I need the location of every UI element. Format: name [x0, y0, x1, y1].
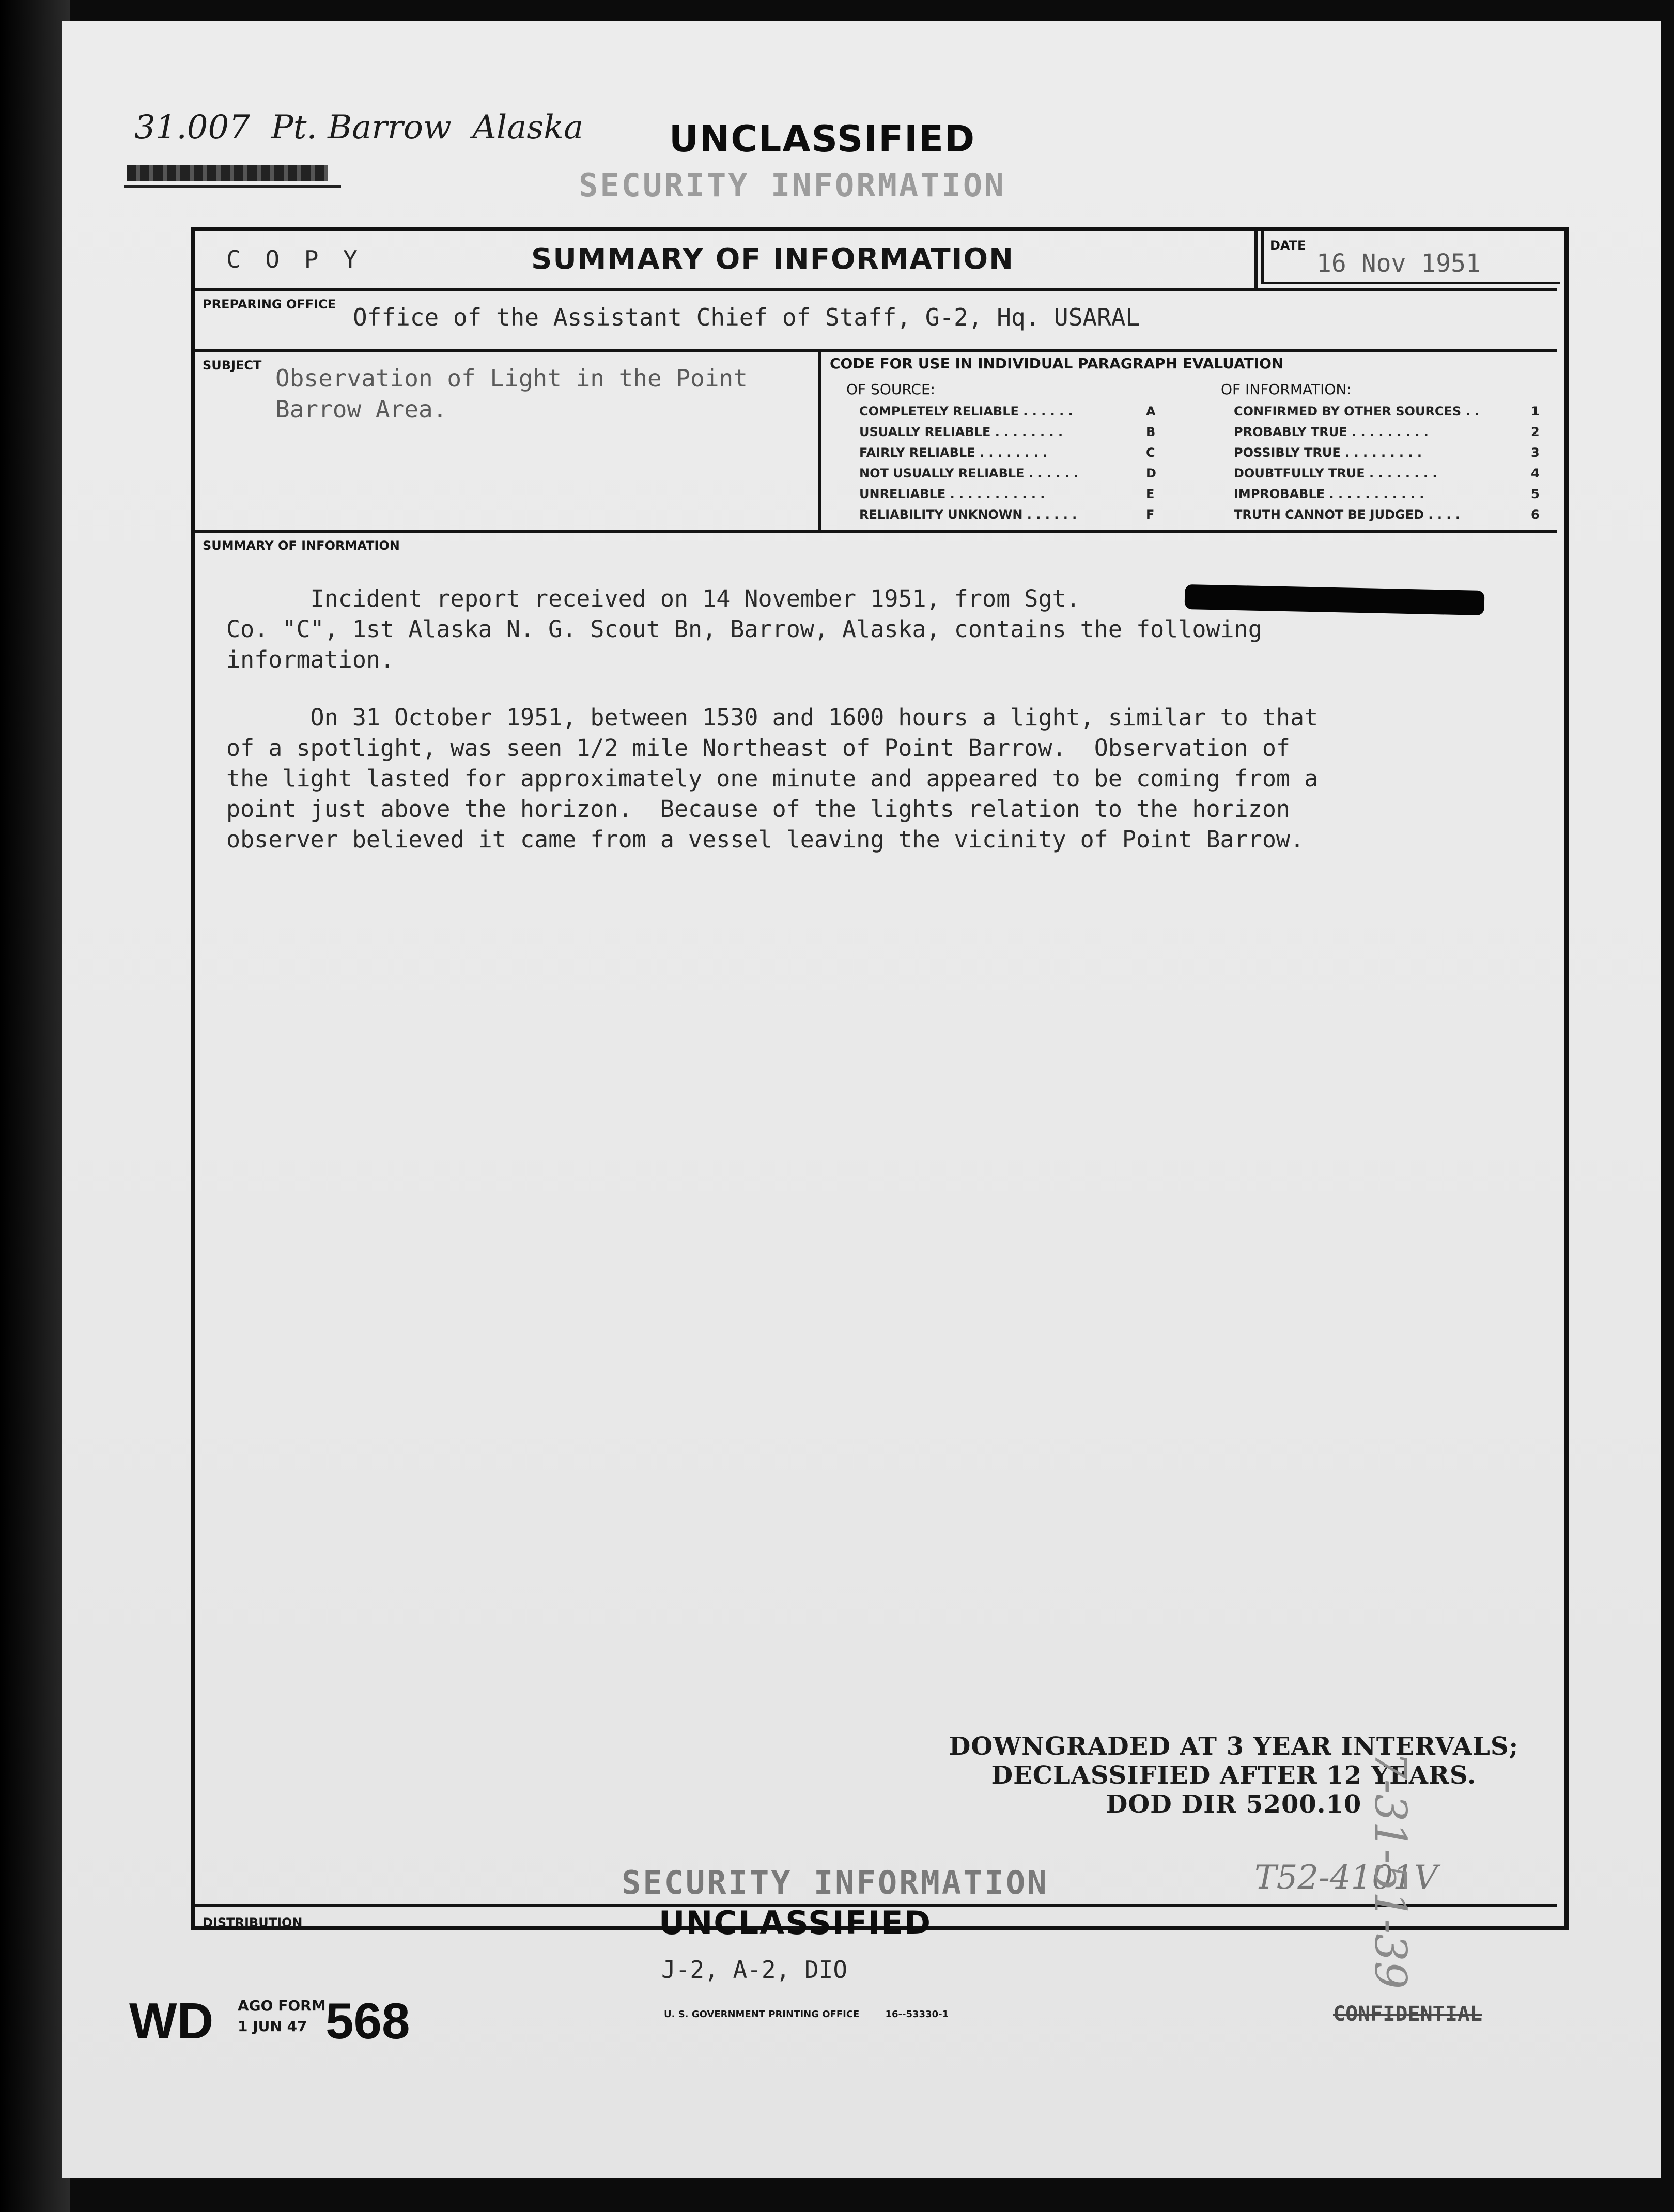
form-title: SUMMARY OF INFORMATION — [531, 242, 1014, 276]
source-code-e: UNRELIABLE . . . . . . . . . . . E — [859, 487, 1155, 501]
redaction-bar — [1185, 584, 1485, 615]
ago-form-line-1: AGO FORM — [238, 1997, 326, 2014]
form-frame — [191, 227, 1569, 1930]
document-page — [62, 21, 1661, 2178]
body-paragraph-1-line-2: Co. "C", 1st Alaska N. G. Scout Bn, Barrow, Alaska, contains the following — [226, 615, 1262, 643]
source-heading: OF SOURCE: — [846, 381, 936, 398]
copy-label: C O P Y — [226, 245, 363, 273]
strike-line — [124, 185, 341, 188]
preparing-office-value: Office of the Assistant Chief of Staff, G-2, Hq. USARAL — [353, 303, 1140, 331]
information-code-1: CONFIRMED BY OTHER SOURCES . . 1 — [1234, 404, 1540, 419]
subject-code-divider — [818, 349, 821, 530]
information-code-4: DOUBTFULLY TRUE . . . . . . . . 4 — [1234, 466, 1540, 481]
body-paragraph-2-line-1: On 31 October 1951, between 1530 and 1600 hours a light, similar to that — [226, 704, 1319, 731]
body-paragraph-2-line-4: point just above the horizon. Because of the lights relation to the horizon — [226, 795, 1291, 823]
date-underline — [1261, 282, 1560, 284]
classification-bottom: UNCLASSIFIED — [659, 1904, 932, 1942]
date-divider — [1254, 231, 1258, 288]
subject-line-2: Barrow Area. — [275, 395, 447, 423]
source-code-a: COMPLETELY RELIABLE . . . . . . A — [859, 404, 1156, 419]
information-code-6: TRUTH CANNOT BE JUDGED . . . . 6 — [1234, 507, 1540, 522]
printing-office: U. S. GOVERNMENT PRINTING OFFICE 16--53330-1 — [664, 2009, 949, 2020]
summary-label: SUMMARY OF INFORMATION — [203, 538, 400, 553]
source-code-d: NOT USUALLY RELIABLE . . . . . . D — [859, 466, 1156, 481]
date-label: DATE — [1270, 238, 1306, 253]
handwritten-file-reference: 31.007 Pt. Barrow Alaska — [134, 109, 584, 147]
source-code-b: USUALLY RELIABLE . . . . . . . . B — [859, 425, 1156, 439]
row3-divider — [195, 530, 1557, 533]
information-code-3: POSSIBLY TRUE . . . . . . . . . 3 — [1234, 445, 1540, 460]
downgrade-line-2: DECLASSIFIED AFTER 12 YEARS. — [991, 1761, 1477, 1790]
downgrade-line-1: DOWNGRADED AT 3 YEAR INTERVALS; — [949, 1732, 1519, 1761]
row2-divider — [195, 349, 1557, 352]
margin-handwritten-number: 7-31-51-39 — [1365, 1752, 1416, 1989]
source-code-f: RELIABILITY UNKNOWN . . . . . . F — [859, 507, 1155, 522]
information-code-5: IMPROBABLE . . . . . . . . . . . 5 — [1234, 487, 1540, 501]
row1-divider — [195, 288, 1557, 291]
form-id-wd: WD — [129, 1992, 214, 2049]
code-heading: CODE FOR USE IN INDIVIDUAL PARAGRAPH EVALUATION — [830, 355, 1284, 372]
confidential-stamp: CONFIDENTIAL — [1333, 2002, 1482, 2026]
ago-form-line-2: 1 JUN 47 — [238, 2018, 307, 2035]
form-number: 568 — [326, 1992, 410, 2049]
security-information-bottom-stamp: SECURITY INFORMATION — [622, 1864, 1049, 1901]
struck-stamp — [127, 165, 328, 181]
information-heading: OF INFORMATION: — [1221, 381, 1352, 398]
distribution-label: DISTRIBUTION — [203, 1915, 303, 1930]
body-paragraph-1-line-3: information. — [226, 646, 395, 673]
classification-top: UNCLASSIFIED — [669, 118, 976, 160]
security-information-top-stamp: SECURITY INFORMATION — [579, 166, 1006, 204]
body-paragraph-1-line-1: Incident report received on 14 November 1951, from Sgt. — [226, 585, 1080, 612]
body-paragraph-2-line-2: of a spotlight, was seen 1/2 mile Northeast of Point Barrow. Observation of — [226, 734, 1291, 762]
information-code-2: PROBABLY TRUE . . . . . . . . . 2 — [1234, 425, 1540, 439]
date-divider-inner — [1261, 231, 1264, 282]
handwritten-file-number: T52-4101V — [1254, 1859, 1438, 1897]
subject-label: SUBJECT — [203, 358, 262, 373]
downgrade-line-3: DOD DIR 5200.10 — [1106, 1790, 1362, 1819]
preparing-office-label: PREPARING OFFICE — [203, 297, 336, 312]
scan-shadow — [0, 0, 70, 2212]
source-code-c: FAIRLY RELIABLE . . . . . . . . C — [859, 445, 1155, 460]
subject-line-1: Observation of Light in the Point — [275, 364, 748, 392]
date-value: 16 Nov 1951 — [1316, 249, 1481, 278]
body-paragraph-2-line-5: observer believed it came from a vessel leaving the vicinity of Point Barrow. — [226, 826, 1305, 853]
downgrade-stamp — [939, 1732, 1528, 1819]
body-paragraph-2-line-3: the light lasted for approximately one minute and appeared to be coming from a — [226, 765, 1319, 792]
distribution-value: J-2, A-2, DIO — [661, 1956, 848, 1984]
